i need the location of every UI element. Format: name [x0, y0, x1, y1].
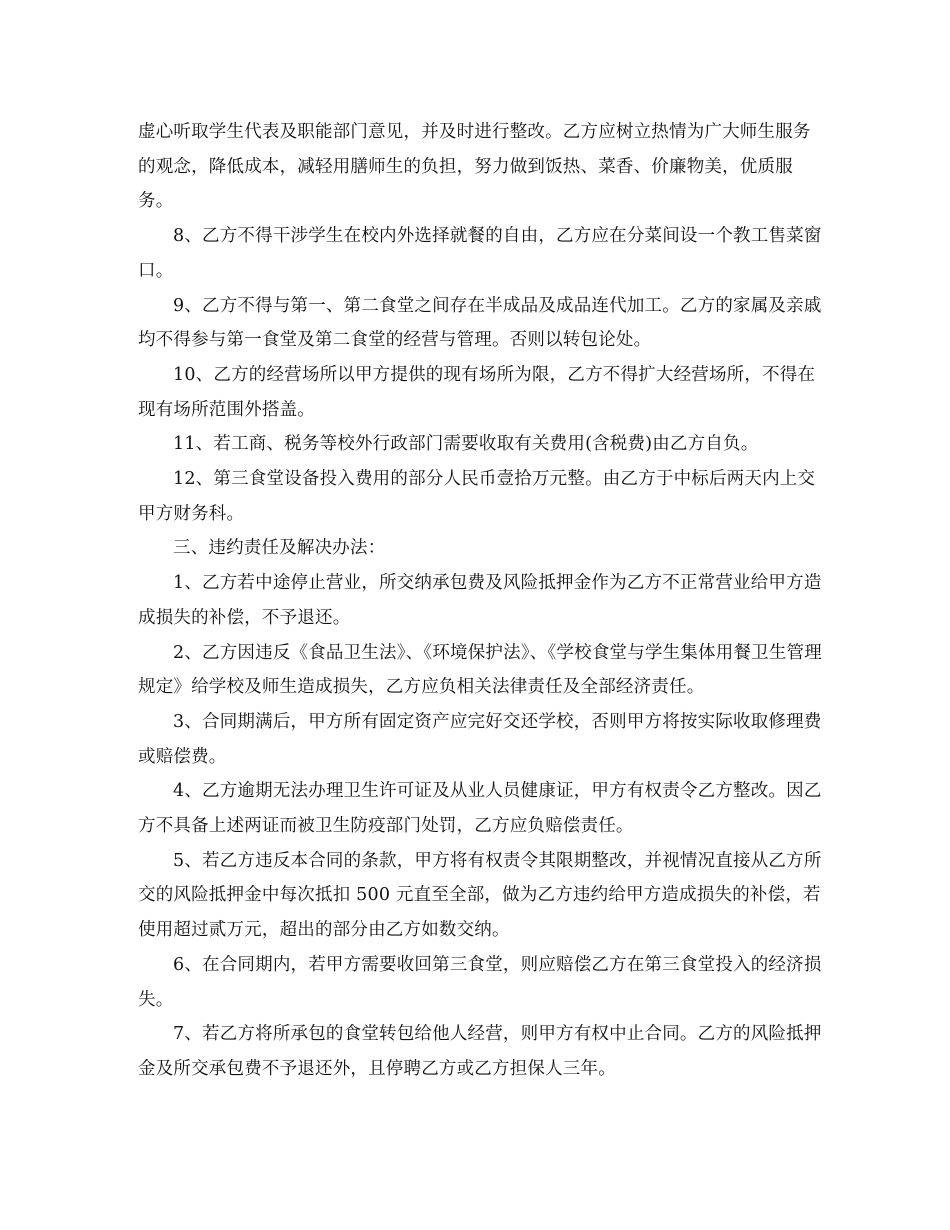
paragraph-clause-8: 8、乙方不得干涉学生在校内外选择就餐的自由，乙方应在分菜间设一个教工售菜窗口。: [138, 226, 822, 281]
paragraph-breach-3: 3、合同期满后，甲方所有固定资产应完好交还学校，否则甲方将按实际收取修理费或赔偿费。: [138, 711, 822, 767]
section-heading-breach: 三、违约责任及解决办法：: [173, 538, 386, 559]
paragraph-breach-5: 5、若乙方违反本合同的条款，甲方将有权责令其限期整改，并视情况直接从乙方所交的风险抵押金中每次抵扣 500 元直至全部，做为乙方违约给甲方造成损失的补偿，若使用超过贰万元，超出的部分由乙方如数交纳。: [138, 850, 822, 941]
paragraph-clause-10: 10、乙方的经营场所以甲方提供的现有场所为限，乙方不得扩大经营场所，不得在现有场所范围外搭盖。: [138, 364, 816, 420]
paragraph-breach-2: 2、乙方因违反《食品卫生法》、《环境保护法》、《学校食堂与学生集体用餐卫生管理规定》给学校及师生造成损失，乙方应负相关法律责任及全部经济责任。: [138, 642, 822, 698]
paragraph-clause-12: 12、第三食堂设备投入费用的部分人民币壹拾万元整。由乙方于中标后两天内上交甲方财务科。: [138, 469, 816, 524]
paragraph-continuation: 虚心听取学生代表及职能部门意见，并及时进行整改。乙方应树立热情为广大师生服务的观念，降低成本，减轻用膳师生的负担，努力做到饭热、菜香、价廉物美，优质服务。: [138, 122, 811, 212]
paragraph-breach-4: 4、乙方逾期无法办理卫生许可证及从业人员健康证，甲方有权责令乙方整改。因乙方不具备上述两证而被卫生防疫部门处罚，乙方应负赔偿责任。: [138, 781, 822, 837]
paragraph-breach-7: 7、若乙方将所承包的食堂转包给他人经营，则甲方有权中止合同。乙方的风险抵押金及所交承包费不予退还外，且停聘乙方或乙方担保人三年。: [138, 1024, 822, 1079]
paragraph-breach-1: 1、乙方若中途停止营业，所交纳承包费及风险抵押金作为乙方不正常营业给甲方造成损失的补偿，不予退还。: [138, 573, 822, 628]
paragraph-clause-9: 9、乙方不得与第一、第二食堂之间存在半成品及成品连代加工。乙方的家属及亲戚均不得参与第一食堂及第二食堂的经营与管理。否则以转包论处。: [138, 295, 822, 351]
paragraph-breach-6: 6、在合同期内，若甲方需要收回第三食堂，则应赔偿乙方在第三食堂投入的经济损失。: [138, 954, 822, 1010]
document-body: [138, 115, 828, 1087]
paragraph-clause-11: 11、若工商、税务等校外行政部门需要收取有关费用(含税费)由乙方自负。: [173, 434, 759, 455]
